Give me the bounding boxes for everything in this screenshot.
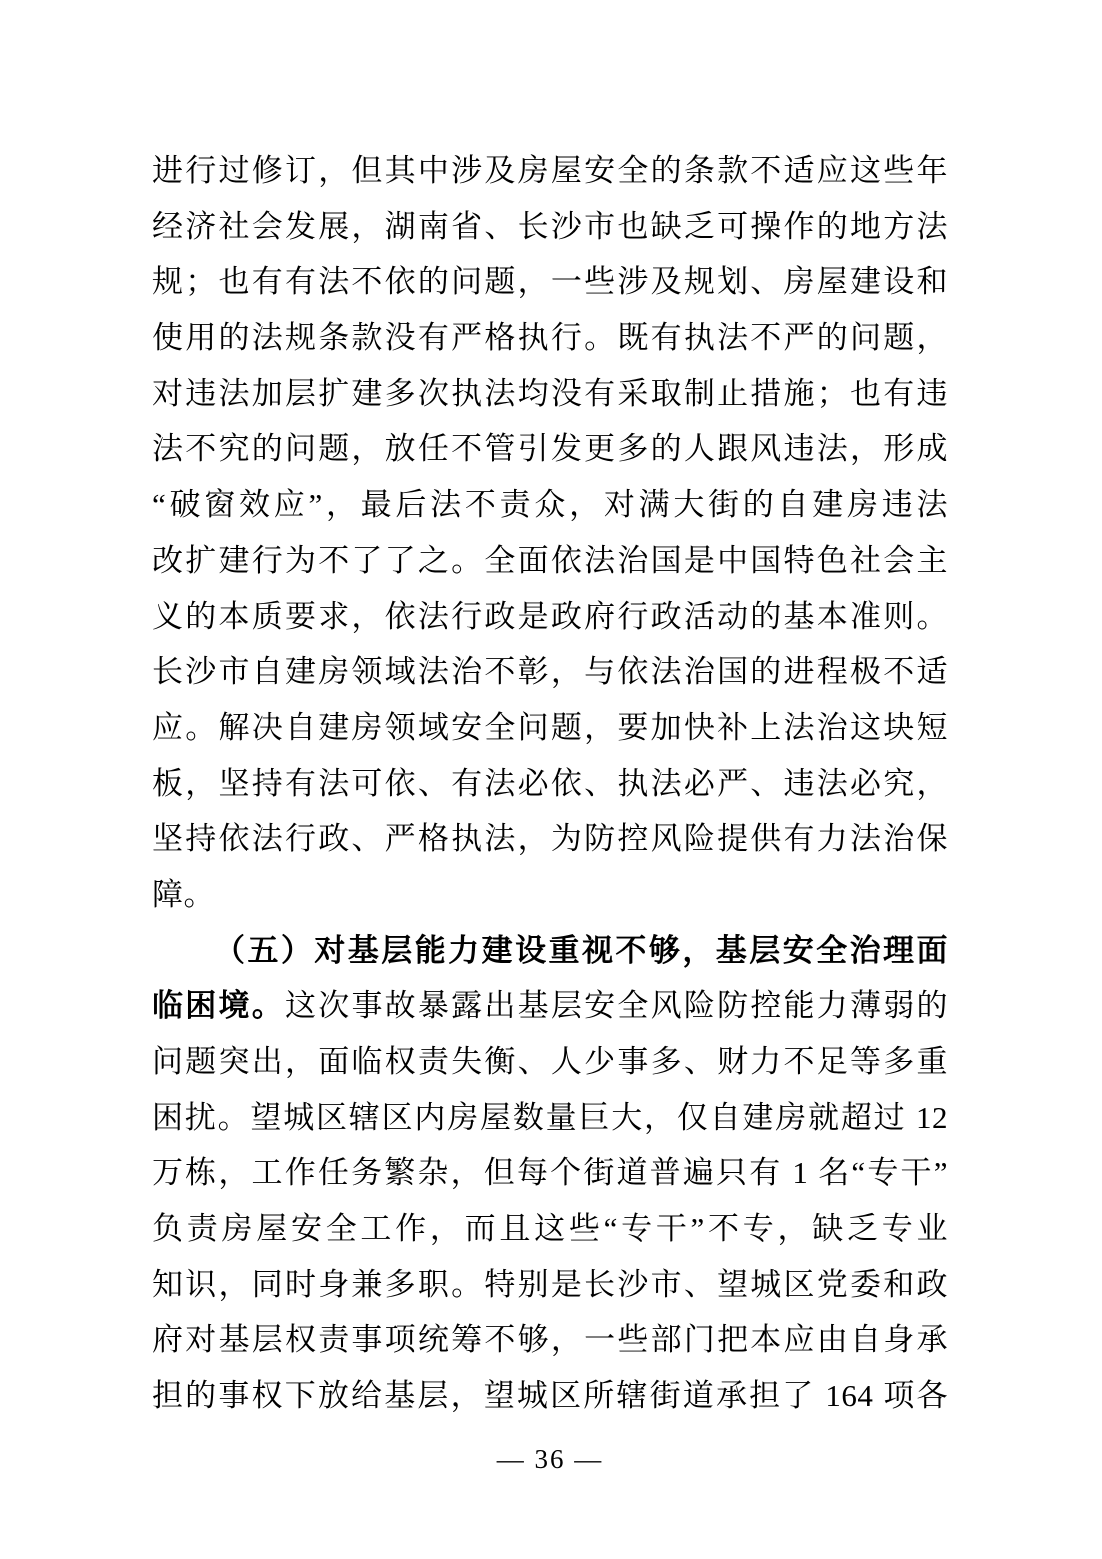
text-line xyxy=(152,811,948,867)
text-run: 负责房屋安全工作，而且这些“专干”不专，缺乏专业 xyxy=(152,1211,948,1247)
text-run: 规；也有有法不依的问题，一些涉及规划、房屋建设和 xyxy=(152,264,948,300)
text-run: 府对基层权责事项统筹不够，一些部门把本应由自身承 xyxy=(152,1322,948,1358)
bold-run: 临困境。 xyxy=(152,988,285,1024)
text-line xyxy=(152,199,948,255)
text-line xyxy=(152,644,948,700)
text-run: 板，坚持有法可依、有法必依、执法必严、违法必究， xyxy=(152,765,948,801)
text-run: 应。解决自建房领域安全问题，要加快补上法治这块短 xyxy=(152,709,948,745)
text-line xyxy=(152,1090,948,1146)
text-run: 改扩建行为不了了之。全面依法治国是中国特色社会主 xyxy=(152,542,948,578)
text-line xyxy=(152,477,948,533)
text-run: 问题突出，面临权责失衡、人少事多、财力不足等多重 xyxy=(152,1044,948,1079)
text-run: 担的事权下放给基层，望城区所辖街道承担了 164 项各 xyxy=(152,1378,948,1414)
text-line xyxy=(152,533,948,589)
text-line xyxy=(152,589,948,645)
text-run: 经济社会发展，湖南省、长沙市也缺乏可操作的地方法 xyxy=(152,208,948,244)
page-number: — 36 — xyxy=(496,1444,604,1474)
text-run: 困扰。望城区辖区内房屋数量巨大，仅自建房就超过 12 xyxy=(152,1099,948,1135)
page-footer xyxy=(152,1441,948,1477)
text-line xyxy=(152,756,948,812)
text-run: 知识，同时身兼多职。特别是长沙市、望城区党委和政 xyxy=(152,1266,948,1302)
text-run: “破窗效应”，最后法不责众，对满大街的自建房违法 xyxy=(152,487,948,523)
bold-run: （五）对基层能力建设重视不够，基层安全治理面 xyxy=(214,932,948,968)
text-line xyxy=(152,923,948,979)
text-run: 使用的法规条款没有严格执行。既有执法不严的问题， xyxy=(152,320,948,356)
text-line xyxy=(152,1034,948,1090)
text-line xyxy=(152,867,948,923)
text-line xyxy=(152,310,948,366)
text-run: 坚持依法行政、严格执法，为防控风险提供有力法治保 xyxy=(152,821,948,857)
text-run: 对违法加层扩建多次执法均没有采取制止措施；也有违 xyxy=(152,375,948,411)
text-run: 长沙市自建房领域法治不彰，与依法治国的进程极不适 xyxy=(152,654,948,690)
text-line xyxy=(152,1145,948,1201)
text-line xyxy=(152,366,948,422)
body-text xyxy=(152,143,948,1424)
text-line xyxy=(152,1257,948,1313)
text-run: 法不究的问题，放任不管引发更多的人跟风违法，形成 xyxy=(152,431,948,467)
text-run: 这次事故暴露出基层安全风险防控能力薄弱的 xyxy=(284,988,949,1024)
text-run: 万栋，工作任务繁杂，但每个街道普遍只有 1 名“专干” xyxy=(152,1155,948,1191)
text-line xyxy=(152,1368,948,1424)
text-line xyxy=(152,1201,948,1257)
text-line xyxy=(152,143,948,199)
text-run: 进行过修订，但其中涉及房屋安全的条款不适应这些年 xyxy=(152,153,948,188)
text-run: 义的本质要求，依法行政是政府行政活动的基本准则。 xyxy=(152,598,948,634)
text-line xyxy=(152,700,948,756)
text-line xyxy=(152,254,948,310)
text-line xyxy=(152,421,948,477)
text-run: 障。 xyxy=(152,876,215,912)
text-line xyxy=(152,1312,948,1368)
text-line xyxy=(152,978,948,1034)
